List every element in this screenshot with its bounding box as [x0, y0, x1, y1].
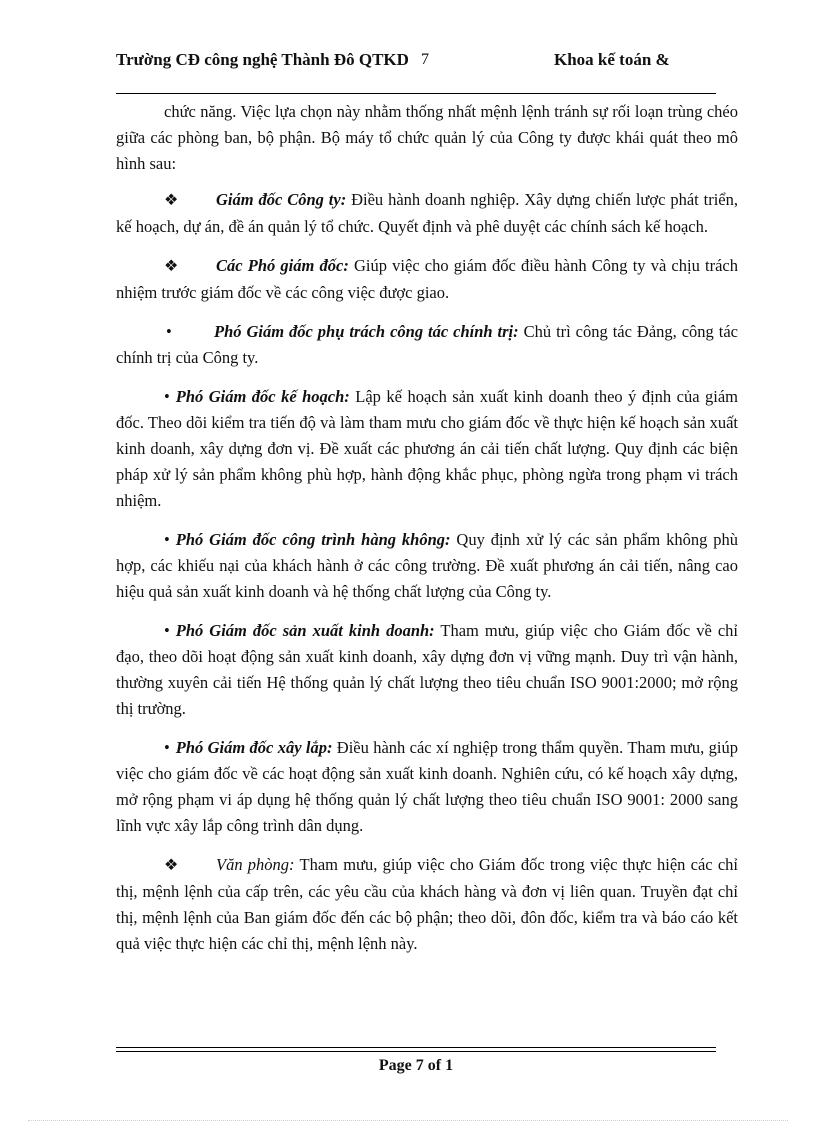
item-text: Tham mưu, giúp việc cho Giám đốc trong việc thực hiện các chỉ thị, mệnh lệnh của cấp trên, các yêu cầu của khách hàng và đơn vị liên quan. Truyền đạt chỉ thị, mệnh lệnh của Ban giám đốc đến các bộ phận; theo dõi, đôn đốc, kiểm tra và báo cáo kết quả việc thực hiện các chỉ thị, mệnh lệnh này. — [116, 855, 738, 953]
item-text: Điều hành các xí nghiệp trong thẩm quyền. Tham mưu, giúp việc cho giám đốc về các hoạt động sản xuất kinh doanh. Nghiên cứu, có kế hoạch xây dựng, mở rộng phạm vi áp dụng hệ thống quản lý chất lượng theo tiêu chuẩn ISO 9001: 2000 sang lĩnh vực xây lắp công trình dân dụng. — [116, 738, 738, 835]
dot-bullet-icon: • — [166, 322, 172, 341]
dot-bullet-icon: • — [164, 738, 170, 757]
dot-bullet-icon: • — [164, 530, 170, 549]
header-page-number: 7 — [421, 51, 429, 68]
item-text: Giúp việc cho giám đốc điều hành Công ty và chịu trách nhiệm trước giám đốc về các công việc được giao. — [116, 256, 738, 302]
footer-divider-top — [116, 1047, 716, 1048]
item-text: Lập kế hoạch sản xuất kinh doanh theo ý định của giám đốc. Theo dõi kiểm tra tiến độ và làm tham mưu cho giám đốc về thực hiện kế hoạch sản xuất kinh doanh, xây dựng đơn vị. Đề xuất các phương án cải tiến chất lượng. Quy định các biện pháp xử lý sản phẩm không phù hợp, hành động khắc phục, phòng ngừa trong phạm vi trách nhiệm. — [116, 387, 738, 510]
document-body — [116, 99, 738, 957]
item-pgd-hang-khong — [116, 527, 738, 605]
item-term: Phó Giám đốc công trình hàng không: — [175, 530, 451, 549]
page-bottom-edge — [28, 1120, 788, 1121]
item-giam-doc — [116, 187, 738, 240]
diamond-bullet-icon: ❖ — [164, 857, 179, 874]
item-term: Giám đốc Công ty: — [216, 190, 347, 209]
item-van-phong — [116, 852, 738, 957]
item-pgd-xay-lap — [116, 735, 738, 839]
item-pgd-ke-hoach — [116, 384, 738, 514]
item-term: Các Phó giám đốc: — [216, 256, 349, 275]
diamond-bullet-icon: ❖ — [164, 192, 179, 209]
diamond-bullet-icon: ❖ — [164, 258, 179, 275]
page-header — [116, 48, 716, 94]
item-text: Quy định xử lý các sản phẩm không phù hợp, các khiếu nại của khách hành ở các công trường. Đề xuất phương án cải tiến, nâng cao hiệu quả sản xuất kinh doanh và hệ thống chất lượng của Công ty. — [116, 530, 738, 601]
item-text: Điều hành doanh nghiệp. Xây dựng chiến lược phát triển, kế hoạch, dự án, đề án quản lý tổ chức. Quyết định và phê duyệt các chính sách kế hoạch. — [116, 190, 738, 236]
intro-paragraph: chức năng. Việc lựa chọn này nhằm thống nhất mệnh lệnh tránh sự rối loạn trùng chéo giữa các phòng ban, bộ phận. Bộ máy tổ chức quản lý của Công ty được khái quát theo mô hình sau: — [116, 102, 738, 173]
item-term: Phó Giám đốc kế hoạch: — [175, 387, 350, 406]
item-pgd-chinh-tri — [116, 319, 738, 371]
dot-bullet-icon: • — [164, 387, 170, 406]
header-divider — [116, 93, 716, 94]
item-pho-giam-doc — [116, 253, 738, 306]
item-term: Phó Giám đốc xây lắp: — [175, 738, 333, 757]
item-text: Chủ trì công tác Đảng, công tác chính trị của Công ty. — [116, 322, 738, 367]
dot-bullet-icon: • — [164, 621, 170, 640]
header-school-name: Trường CĐ công nghệ Thành Đô QTKD — [116, 50, 409, 69]
header-department: Khoa kế toán & — [554, 50, 670, 69]
item-term: Phó Giám đốc sản xuất kinh doanh: — [175, 621, 435, 640]
footer-divider-bottom — [116, 1051, 716, 1052]
item-pgd-san-xuat — [116, 618, 738, 722]
item-term: Văn phòng: — [216, 855, 295, 874]
item-text: Tham mưu, giúp việc cho Giám đốc về chỉ đạo, theo dõi hoạt động sản xuất kinh doanh, xây dựng đơn vị vững mạnh. Duy trì vận hành, thường xuyên cải tiến Hệ thống quản lý chất lượng theo tiêu chuẩn ISO 9001:2000; mở rộng thị trường. — [116, 621, 738, 718]
footer-page-label: Page 7 of 1 — [378, 1057, 454, 1074]
item-term: Phó Giám đốc phụ trách công tác chính trị: — [214, 322, 519, 341]
